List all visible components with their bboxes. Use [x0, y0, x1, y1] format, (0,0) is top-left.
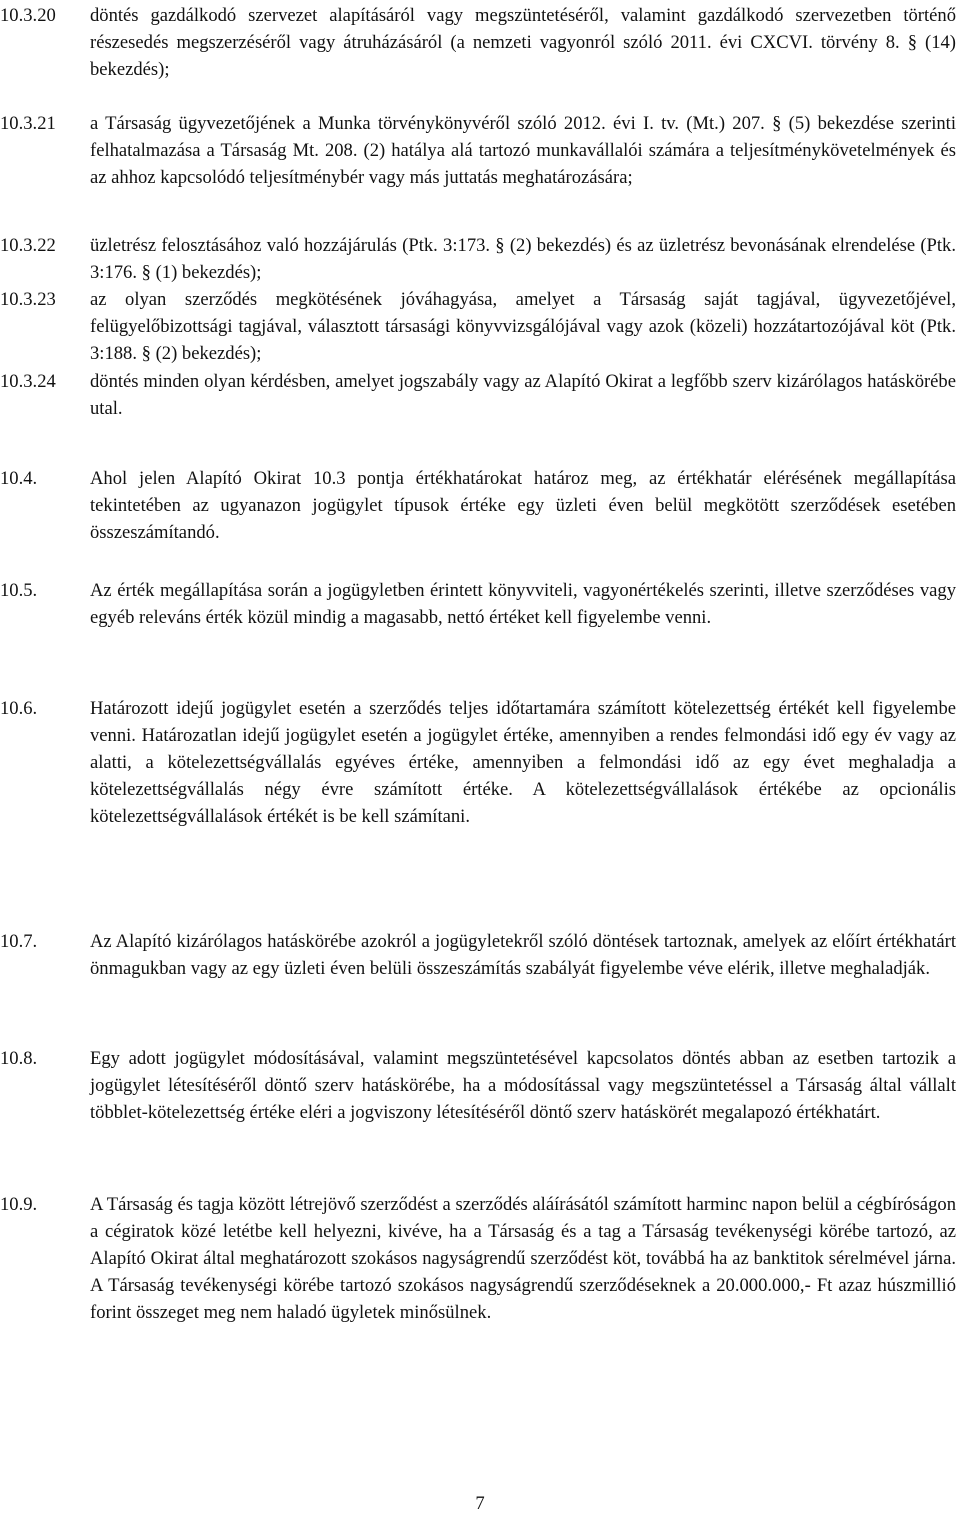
section-number: 10.3.23 — [0, 289, 56, 310]
section-10-4 — [0, 465, 960, 546]
section-number: 10.7. — [0, 931, 38, 952]
page-number: 7 — [475, 1493, 485, 1514]
section-10-6 — [0, 695, 960, 830]
section-10-8 — [0, 1045, 960, 1126]
section-10-9 — [0, 1191, 960, 1326]
section-text: A Társaság és tagja között létrejövő szerződést a szerződés aláírásától számított harminc napon belül a cégbíróságon a cégiratok közé letétbe kell helyezni, kivéve, ha a Társaság és a tag a Társaság tevékenységi körébe tartozó, az Alapító Okirat által meghatározott szokásos nagyságrendű szerződést köt, továbbá ha az banktitok sérelmével járna. A Társaság tevékenységi körébe tartozó szokásos nagyságrendű szerződéseknek a 20.000.000,- Ft azaz húszmillió forint összeget meg nem haladó ügyletek minősülnek. — [90, 1194, 956, 1323]
section-number: 10.3.20 — [0, 5, 56, 26]
section-10-3-21 — [0, 110, 960, 191]
section-text: döntés minden olyan kérdésben, amelyet jogszabály vagy az Alapító Okirat a legfőbb szerv kizárólagos hatáskörébe utal. — [90, 371, 956, 419]
section-text: Ahol jelen Alapító Okirat 10.3 pontja értékhatárokat határoz meg, az értékhatár elérésének megállapítása tekintetében az ugyanazon jogügylet típusok értéke egy üzleti éven belül megkötött szerződések esetében összeszámítandó. — [90, 468, 956, 543]
section-number: 10.4. — [0, 468, 38, 489]
section-number: 10.3.21 — [0, 113, 56, 134]
section-10-7 — [0, 928, 960, 982]
section-text: Az Alapító kizárólagos hatáskörébe azokról a jogügyletekről szóló döntések tartoznak, amelyek az előírt értékhatárt önmagukban vagy az egy üzleti éven belüli összeszámítás szabályát figyelembe véve elérik, illetve meghaladják. — [90, 931, 956, 979]
section-10-5 — [0, 577, 960, 631]
section-text: döntés gazdálkodó szervezet alapításáról vagy megszüntetéséről, valamint gazdálkodó szervezetben történő részesedés megszerzéséről vagy átruházásáról (a nemzeti vagyonról szóló 2011. évi CXCVI. törvény 8. § (14) bekezdés); — [90, 5, 956, 80]
section-text: az olyan szerződés megkötésének jóváhagyása, amelyet a Társaság saját tagjával, ügyvezetőjével, felügyelőbizottsági tagjával, választott társasági könyvvizsgálójával vagy azok (közeli) hozzátartozójával köt (Ptk. 3:188. § (2) bekezdés); — [90, 289, 956, 364]
section-number: 10.8. — [0, 1048, 38, 1069]
section-10-3-22 — [0, 232, 960, 286]
section-number: 10.3.24 — [0, 371, 56, 392]
section-10-3-24 — [0, 368, 960, 422]
section-number: 10.5. — [0, 580, 38, 601]
section-number: 10.9. — [0, 1194, 38, 1215]
section-text: üzletrész felosztásához való hozzájárulás (Ptk. 3:173. § (2) bekezdés) és az üzletrész bevonásának elrendelése (Ptk. 3:176. § (1) bekezdés); — [90, 235, 956, 283]
section-text: a Társaság ügyvezetőjének a Munka törvénykönyvéről szóló 2012. évi I. tv. (Mt.) 207. § (5) bekezdése szerinti felhatalmazása a Társaság Mt. 208. (2) hatálya alá tartozó munkavállalói számára a teljesítménykövetelmények és az ahhoz kapcsolódó teljesítménybér vagy más juttatás meghatározására; — [90, 113, 956, 188]
section-number: 10.6. — [0, 698, 38, 719]
section-number: 10.3.22 — [0, 235, 56, 256]
section-text: Határozott idejű jogügylet esetén a szerződés teljes időtartamára számított kötelezettség értékét kell figyelembe venni. Határozatlan idejű jogügylet esetén a jogügylet értéke, amennyiben a rendes felmondási idő egy év vagy az alatti, a kötelezettségvállalás egyéves értéke, amennyiben a felmondási idő az egy évet meghaladja a kötelezettségvállalás négy évre számított értéke. A kötelezettségvállalások értékébe az opcionális kötelezettségvállalások értékét is be kell számítani. — [90, 698, 956, 827]
section-text: Az érték megállapítása során a jogügyletben érintett könyvviteli, vagyonértékelés szerinti, illetve szerződéses vagy egyéb releváns érték közül mindig a magasabb, nettó értéket kell figyelembe venni. — [90, 580, 956, 628]
section-10-3-23 — [0, 286, 960, 367]
section-10-3-20 — [0, 2, 960, 83]
section-text: Egy adott jogügylet módosításával, valamint megszüntetésével kapcsolatos döntés abban az esetben tartozik a jogügylet létesítéséről döntő szerv hatáskörébe, ha a módosítással vagy megszüntetéssel a Társaság által vállalt többlet-kötelezettség értéke eléri a jogviszony létesítéséről döntő szerv hatáskörét megalapozó értékhatárt. — [90, 1048, 956, 1123]
